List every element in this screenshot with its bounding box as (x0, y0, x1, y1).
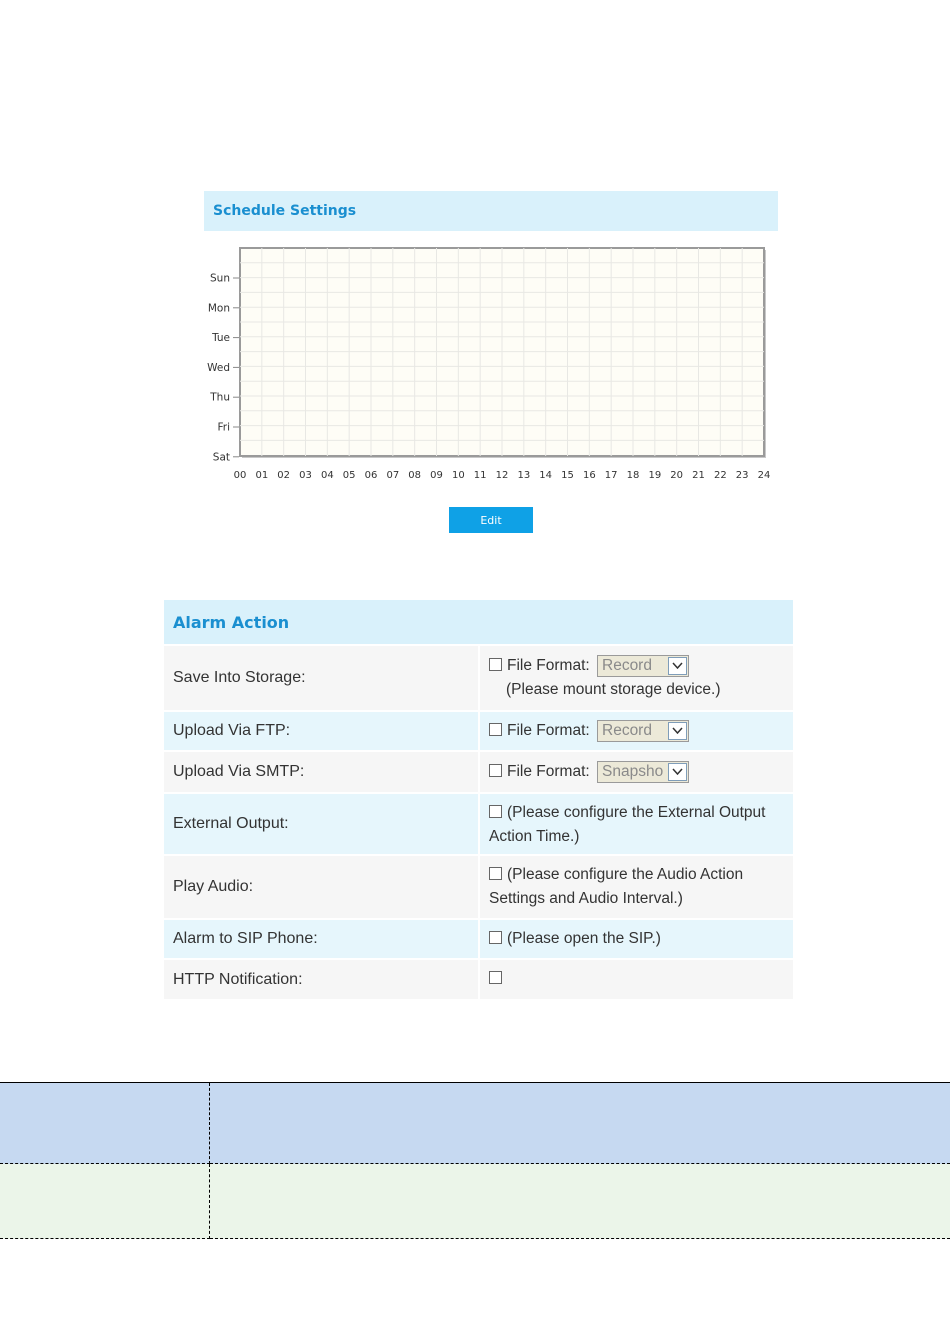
alarm-row-label: Play Audio: (173, 878, 254, 895)
hour-label: 23 (735, 470, 749, 481)
alarm-row-external-output (164, 792, 793, 854)
chevron-down-icon[interactable] (668, 722, 687, 740)
alarm-row-upload-smtp (164, 750, 793, 792)
day-label: Sun (210, 272, 230, 285)
select-value: Record (602, 656, 652, 674)
hour-label: 14 (539, 470, 553, 481)
alarm-row-label: Save Into Storage: (173, 669, 306, 686)
file-format-label: File Format: (507, 763, 590, 780)
hour-label: 19 (648, 470, 662, 481)
alarm-row-play-audio (164, 854, 793, 918)
sip-phone-checkbox[interactable] (489, 931, 502, 944)
hour-label: 10 (451, 470, 465, 481)
hour-label: 13 (517, 470, 531, 481)
upload-ftp-format-select[interactable] (597, 720, 689, 742)
hour-label: 06 (364, 470, 378, 481)
hour-label: 24 (757, 470, 771, 481)
upload-smtp-format-select[interactable] (597, 761, 689, 783)
play-audio-note-line1: (Please configure the Audio Action (507, 866, 744, 883)
schedule-settings-title: Schedule Settings (213, 203, 357, 219)
play-audio-note-line2: Settings and Audio Interval.) (489, 890, 683, 907)
alarm-row-label: Upload Via FTP: (173, 722, 291, 739)
day-label: Fri (217, 421, 230, 434)
external-output-note-line2: Action Time.) (489, 828, 580, 845)
hour-label: 00 (233, 470, 247, 481)
hour-label: 15 (561, 470, 574, 481)
alarm-row-sip-phone (164, 918, 793, 958)
hour-label: 20 (670, 470, 684, 481)
save-storage-format-select[interactable] (597, 655, 689, 677)
table-header-row (0, 1083, 950, 1164)
schedule-settings-header (204, 191, 778, 231)
day-label: Wed (207, 361, 230, 374)
upload-smtp-checkbox[interactable] (489, 764, 502, 777)
file-format-label: File Format: (507, 722, 590, 739)
day-label: Mon (207, 302, 230, 315)
sip-phone-note: (Please open the SIP.) (507, 930, 661, 947)
day-label: Tue (212, 332, 230, 345)
table-row (0, 1164, 950, 1239)
chevron-down-icon[interactable] (668, 657, 687, 675)
day-label: Thu (210, 391, 230, 404)
table-header-cell (210, 1083, 950, 1164)
hour-label: 07 (386, 470, 400, 481)
hour-label: 22 (713, 470, 727, 481)
alarm-action-panel (164, 600, 793, 999)
day-label: Sat (212, 451, 230, 464)
hour-label: 05 (342, 470, 356, 481)
table-header-cell (0, 1083, 210, 1164)
table-cell (0, 1164, 210, 1239)
hour-label: 12 (495, 470, 509, 481)
hour-label: 21 (692, 470, 705, 481)
hour-label: 17 (604, 470, 618, 481)
external-output-checkbox[interactable] (489, 805, 502, 818)
edit-button[interactable]: Edit (449, 507, 533, 533)
alarm-row-label: Upload Via SMTP: (173, 763, 305, 780)
play-audio-checkbox[interactable] (489, 867, 502, 880)
hour-label: 04 (320, 470, 334, 481)
hour-label: 02 (277, 470, 291, 481)
alarm-row-upload-ftp (164, 710, 793, 750)
alarm-row-label: HTTP Notification: (173, 970, 303, 988)
upload-ftp-checkbox[interactable] (489, 723, 502, 736)
alarm-action-header (164, 600, 793, 644)
alarm-row-http-notification (164, 958, 793, 999)
save-storage-checkbox[interactable] (489, 658, 502, 671)
external-output-note-line1: (Please configure the External Output (507, 804, 766, 821)
http-notification-checkbox[interactable] (489, 971, 502, 984)
table-cell (210, 1164, 950, 1239)
select-value: Record (602, 721, 652, 739)
alarm-row-save-storage (164, 644, 793, 710)
chevron-down-icon[interactable] (668, 763, 687, 781)
hour-label: 09 (430, 470, 443, 481)
hour-label: 18 (626, 470, 640, 481)
storage-note: (Please mount storage device.) (506, 681, 721, 698)
alarm-row-label: Alarm to SIP Phone: (173, 930, 318, 947)
hour-label: 16 (582, 470, 596, 481)
alarm-action-title: Alarm Action (173, 612, 290, 632)
file-format-label: File Format: (507, 657, 590, 674)
alarm-row-label: External Output: (173, 815, 289, 832)
hour-label: 03 (299, 470, 312, 481)
hour-label: 01 (255, 470, 269, 481)
select-value: Snapsho (602, 762, 664, 780)
document-table (0, 1082, 950, 1239)
hour-label: 11 (473, 470, 487, 481)
hour-label: 08 (408, 470, 422, 481)
schedule-grid[interactable] (200, 238, 780, 488)
